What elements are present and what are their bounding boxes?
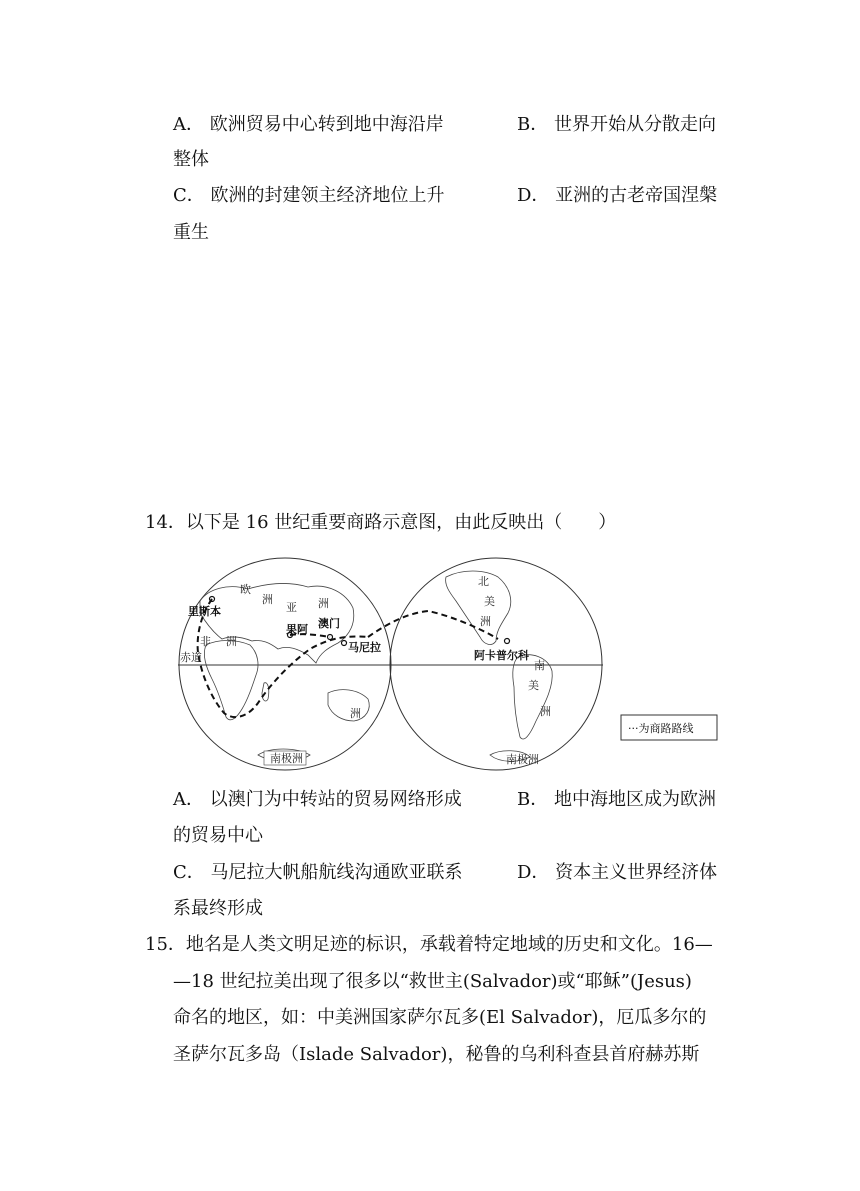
portuguese-route-line	[198, 599, 368, 717]
map-label-africa-1: 非	[200, 635, 211, 648]
q14-option-d-continued: 系最终形成	[173, 898, 263, 919]
map-label-samerica-1: 南	[534, 659, 545, 672]
q14-option-b: B． 地中海地区成为欧洲	[517, 789, 716, 810]
map-label-macau: 澳门	[318, 617, 340, 630]
map-label-africa-2: 洲	[226, 635, 237, 648]
eastern-hemisphere-globe	[179, 558, 391, 770]
map-label-namerica-1: 北	[478, 575, 489, 588]
q15-line-1: 15．地名是人类文明足迹的标识，承载着特定地域的历史和文化。16—	[145, 934, 713, 955]
acapulco-point	[505, 639, 510, 644]
map-label-manila: 马尼拉	[348, 641, 381, 654]
q14-stem: 14．以下是 16 世纪重要商路示意图，由此反映出（ ）	[145, 512, 617, 533]
map-label-equator: 赤道	[180, 651, 202, 664]
trade-route-map	[178, 553, 723, 778]
q13-option-d-continued: 重生	[173, 222, 209, 243]
map-label-lisbon: 里斯本	[188, 605, 221, 618]
q13-option-b: B． 世界开始从分散走向	[517, 114, 716, 135]
q14-option-c: C． 马尼拉大帆船航线沟通欧亚联系	[173, 862, 463, 883]
africa-outline	[204, 641, 258, 720]
q13-option-c: C． 欧洲的封建领主经济地位上升	[173, 185, 445, 206]
map-label-samerica-2: 美	[528, 679, 539, 692]
q13-option-b-continued: 整体	[173, 149, 209, 170]
q15-line-4: 圣萨尔瓦多岛（Islade Salvador)，秘鲁的乌利科查县首府赫苏斯	[173, 1044, 700, 1065]
map-label-goa: 果阿	[286, 623, 308, 636]
q14-option-b-continued: 的贸易中心	[173, 825, 263, 846]
map-label-samerica-3: 洲	[540, 705, 551, 718]
q13-option-d: D． 亚洲的古老帝国涅槃	[517, 185, 718, 206]
madagascar-outline	[262, 683, 269, 701]
map-label-namerica-2: 美	[484, 595, 495, 608]
q13-option-a: A． 欧洲贸易中心转到地中海沿岸	[173, 114, 444, 135]
q15-line-3: 命名的地区，如：中美洲国家萨尔瓦多(El Salvador)，厄瓜多尔的	[173, 1007, 707, 1028]
manila-point	[342, 641, 347, 646]
map-label-asia-1: 亚	[286, 601, 297, 614]
western-hemisphere-globe	[390, 558, 602, 770]
map-label-antarctica: 南极洲	[270, 752, 303, 765]
map-label-europe-1: 欧	[240, 583, 251, 596]
map-label-antarctica-west: 南极洲	[506, 753, 539, 766]
map-label-acapulco: 阿卡普尔科	[474, 649, 529, 662]
map-label-asia-2: 洲	[318, 597, 329, 610]
map-legend-text: ···为商路路线	[628, 722, 694, 735]
map-label-namerica-3: 洲	[480, 615, 491, 628]
q14-option-d: D． 资本主义世界经济体	[517, 862, 718, 883]
map-label-europe-2: 洲	[262, 593, 273, 606]
south-america-outline	[513, 655, 552, 739]
q14-option-a: A． 以澳门为中转站的贸易网络形成	[173, 789, 462, 810]
map-label-oceania: 洲	[350, 707, 361, 720]
q15-line-2: —18 世纪拉美出现了很多以“救世主(Salvador)或“耶稣”(Jesus)	[173, 971, 692, 992]
australia-outline	[328, 690, 369, 721]
